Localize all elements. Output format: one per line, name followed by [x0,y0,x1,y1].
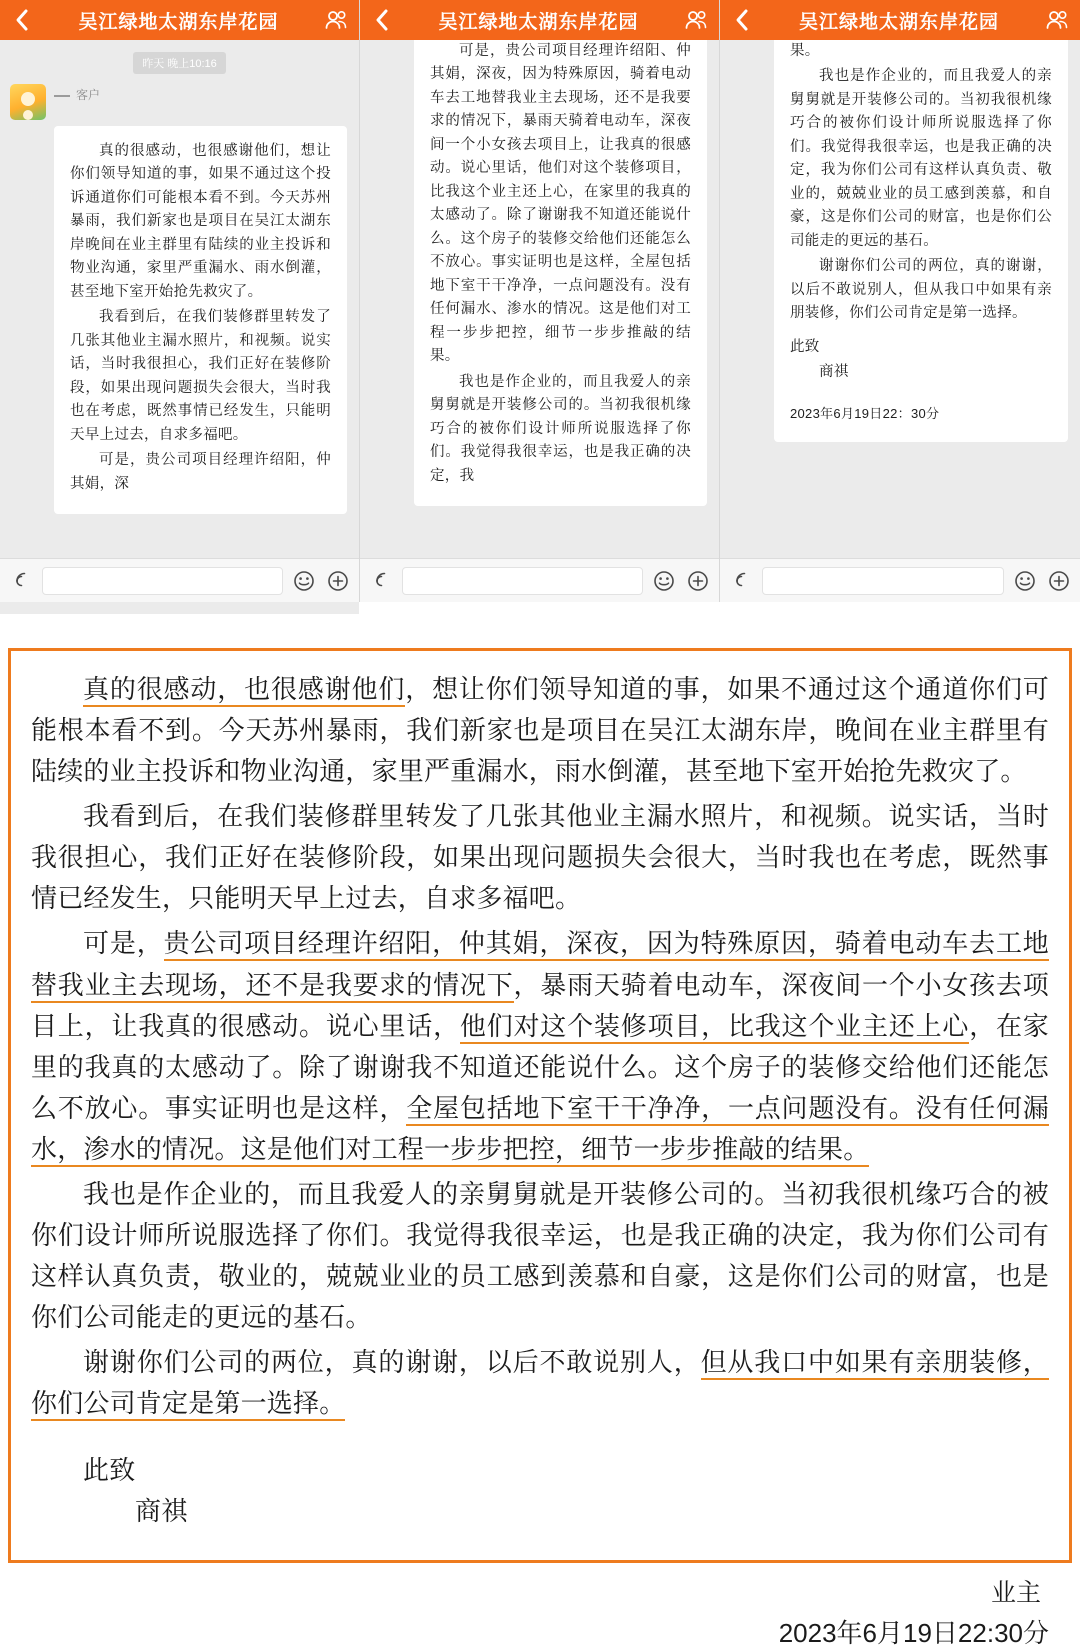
decorative-dash [54,95,70,97]
chat-body-2 [360,40,719,602]
chat-input-bar-1 [0,558,359,602]
plus-icon[interactable] [685,568,711,594]
message-timestamp: 昨天 晚上10:16 [133,52,226,74]
bubble-paragraph: 我看到后，在我们装修群里转发了几张其他业主漏水照片，和视频。说实话，当时我很担心，我们正好在装修阶段，如果出现问题损失会很大，当时我也在考虑，既然事情已经发生，只能明天早上过去，自求多福吧。 [70,309,331,443]
plus-icon[interactable] [325,568,351,594]
transcript-text: 谢谢你们公司的两位，真的谢谢，以后不敢说别人， [83,1348,701,1378]
smiley-icon[interactable] [1012,568,1038,594]
highlighted-text: 他们对这个装修项目，比我这个业主还上心 [460,1012,969,1044]
nav-bar-1 [0,0,359,40]
transcript-text: ，想让你们领导知道的事，如果不通过这个通道你们可能根本看不到。今天苏州暴雨，我们新家也是项目在吴江太湖东岸，晚间在业主群里有陆续的业主投诉和物业沟通，家里严重漏水，雨水倒灌，甚至地下室开始抢先救灾了。 [31,675,1049,787]
nav-bar-3 [720,0,1080,40]
voice-wave-icon[interactable] [368,568,394,594]
chevron-left-icon[interactable] [10,8,34,32]
group-people-icon[interactable] [683,7,709,33]
voice-wave-icon[interactable] [728,568,754,594]
signature-block [31,1450,1049,1532]
message-bubble-1[interactable] [54,126,347,514]
highlighted-text: 贵公司项目经理许绍阳，仲其娟，深夜，因为特殊原因，骑着电动车去工地替我业主去现场，还不是我要求的情况下 [31,929,1049,1002]
chevron-left-icon[interactable] [730,8,754,32]
bubble-paragraph: 果。 [790,43,820,59]
chat-text-input[interactable] [42,567,283,595]
transcript-paragraph-2: 我看到后，在我们装修群里转发了几张其他业主漏水照片，和视频。说实话，当时我很担心，我们正好在装修阶段，如果出现问题损失会很大，当时我也在考虑，既然事情已经发生，只能明天早上过去，自求多福吧。 [31,802,1049,914]
chat-text-input[interactable] [762,567,1004,595]
chevron-left-icon[interactable] [370,8,394,32]
highlighted-text: 真的很感动，也很感谢他们 [83,675,405,707]
plus-icon[interactable] [1046,568,1072,594]
highlighted-text: 但从我口中如果有亲朋装修，你们公司肯定是第一选择。 [31,1348,1049,1421]
signed-date: 2023年6月19日22:30分 [778,1617,1049,1648]
signer-label: 业主 [990,1578,1041,1607]
chat-title-1: 吴江绿地太湖东岸花园 [78,11,279,33]
bubble-paragraph: 可是，贵公司项目经理许绍阳，仲其娟，深 [70,452,331,492]
voice-wave-icon[interactable] [8,568,34,594]
bubble-closing: 此致 [790,338,820,355]
bubble-paragraph: 我也是作企业的，而且我爱人的亲舅舅就是开装修公司的。当初我很机缘巧合的被你们设计师所说服选择了你们。我觉得我很幸运，也是我正确的决定，我为你们公司有这样认真负责、敬业的，兢兢业业的员工感到羡慕，和自豪，这是你们公司的财富，也是你们公司能走的更远的基石。 [790,68,1052,249]
highlighted-text: 全屋包括地下室干干净净，一点问题没有。没有任何漏水，渗水的情况。这是他们对工程一步步把控，细节一步步推敲的结果。 [31,1094,1049,1167]
transcript-paragraph-1 [31,669,1049,792]
bubble-paragraph: 真的很感动，也很感谢他们，想让你们领导知道的事，如果不通过这个投诉通道你们可能根本看不到。今天苏州暴雨，我们新家也是项目在吴江太湖东岸晚间在业主群里有陆续的业主投诉和物业沟通，家里严重漏水、雨水倒灌，甚至地下室开始抢先救灾了。 [70,143,331,300]
transcript-paragraph-5 [31,1342,1049,1424]
group-people-icon[interactable] [323,7,349,33]
chat-text-input[interactable] [402,567,643,595]
chat-screenshot-3 [720,0,1080,602]
chat-title-2: 吴江绿地太湖东岸花园 [438,11,639,33]
nav-bar-2 [360,0,719,40]
chat-screenshot-1 [0,0,360,602]
message-header-row [0,80,359,120]
transcript-text: ，暴雨天骑着电动车，深夜间一个小女孩去项目上，让我真的很感动。说心里话， [31,970,1049,1041]
chat-title-3: 吴江绿地太湖东岸花园 [798,11,999,33]
chat-body-1 [0,52,359,614]
bubble-signoff: 商祺 [819,364,849,381]
message-bubble-2[interactable] [414,40,707,506]
transcript-paragraph-3 [31,923,1049,1169]
chat-screenshot-2 [360,0,720,602]
transcript-paragraph-4: 我也是作企业的，而且我爱人的亲舅舅就是开装修公司的。当初我很机缘巧合的被你们设计师所说服选择了你们。我觉得我很幸运，也是我正确的决定，我为你们公司有这样认真负责，敬业的，兢兢业业的员工感到羡慕和自豪，这是你们公司的财富，也是你们公司能走的更远的基石。 [31,1179,1049,1333]
sender-name: 客户 [54,84,100,103]
group-people-icon[interactable] [1044,7,1070,33]
smiley-icon[interactable] [291,568,317,594]
signoff-line: 商祺 [135,1497,188,1527]
bubble-datestamp: 2023年6月19日22：30分 [790,405,940,421]
chat-input-bar-3 [720,558,1080,602]
transcript-panel [8,648,1072,1648]
bubble-paragraph: 可是，贵公司项目经理许绍阳、仲其娟，深夜，因为特殊原因，骑着电动车去工地替我业主去现场，还不是我要求的情况下，暴雨天骑着电动车，深夜间一个小女孩去项目上，让我真的很感动。说心里话，他们对这个装修项目，比我这个业主还上心，在家里的我真的太感动了。除了谢谢我不知道还能说什么。这个房子的装修交给他们还能怎么不放心。事实证明也是这样，全屋包括地下室干干净净，一点问题没有。没有任何漏水、渗水的情况。这是他们对工程一步步把控，细节一步步推敲的结果。 [430,43,691,365]
transcript-text: ，在家里的我真的太感动了。除了谢谢我不知道还能说什么。这个房子的装修交给他们还能怎么不放心。事实证明也是这样， [31,1011,1049,1123]
chat-body-3 [720,40,1080,602]
closing-line: 此致 [83,1456,136,1486]
chat-screenshots-strip [0,0,1080,602]
bubble-paragraph: 谢谢你们公司的两位，真的谢谢，以后不敢说别人，但从我口中如果有亲朋装修，你们公司肯定是第一选择。 [790,258,1052,322]
smiley-icon[interactable] [651,568,677,594]
message-bubble-3[interactable] [774,40,1068,442]
transcript-footer [31,1573,1049,1650]
bubble-paragraph: 我也是作企业的，而且我爱人的亲舅舅就是开装修公司的。当初我很机缘巧合的被你们设计师所说服选择了你们。我觉得我很幸运，也是我正确的决定，我 [430,373,691,484]
avatar[interactable] [10,84,46,120]
transcript-text: 可是， [83,929,164,959]
chat-input-bar-2 [360,558,719,602]
